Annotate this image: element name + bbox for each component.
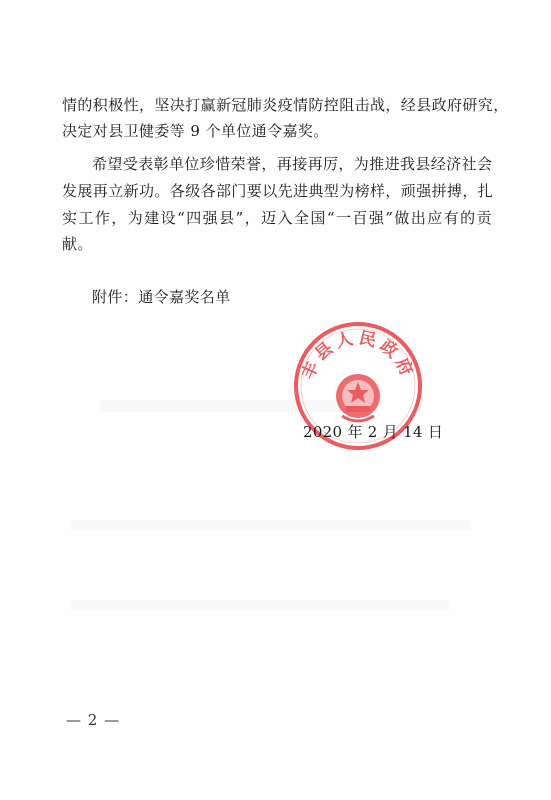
body-paragraph-line: 决定对县卫健委等 9 个单位通令嘉奖。 bbox=[62, 122, 329, 140]
body-paragraph-line: 发展再立新功。各级各部门要以先进典型为榜样，顽强拼搏，扎 bbox=[62, 182, 494, 200]
body-paragraph-line: 献。 bbox=[62, 235, 93, 253]
body-paragraph-line: 情的积极性，坚决打赢新冠肺炎疫情防控阻击战，经县政府研究， bbox=[62, 96, 509, 114]
scan-artifact bbox=[70, 600, 450, 610]
scan-artifact bbox=[70, 520, 470, 530]
page-number: — 2 — bbox=[66, 711, 121, 729]
attachment-label: 附件：通令嘉奖名单 bbox=[92, 288, 231, 306]
body-paragraph-line: 希望受表彰单位珍惜荣誉，再接再厉，为推进我县经济社会 bbox=[92, 155, 493, 173]
document-date: 2020 年 2 月 14 日 bbox=[303, 423, 444, 441]
svg-text:丰县人民政府: 丰县人民政府 bbox=[298, 328, 418, 383]
body-paragraph-line: 实工作，为建设“四强县”，迈入全国“一百强”做出应有的贡 bbox=[62, 209, 492, 227]
